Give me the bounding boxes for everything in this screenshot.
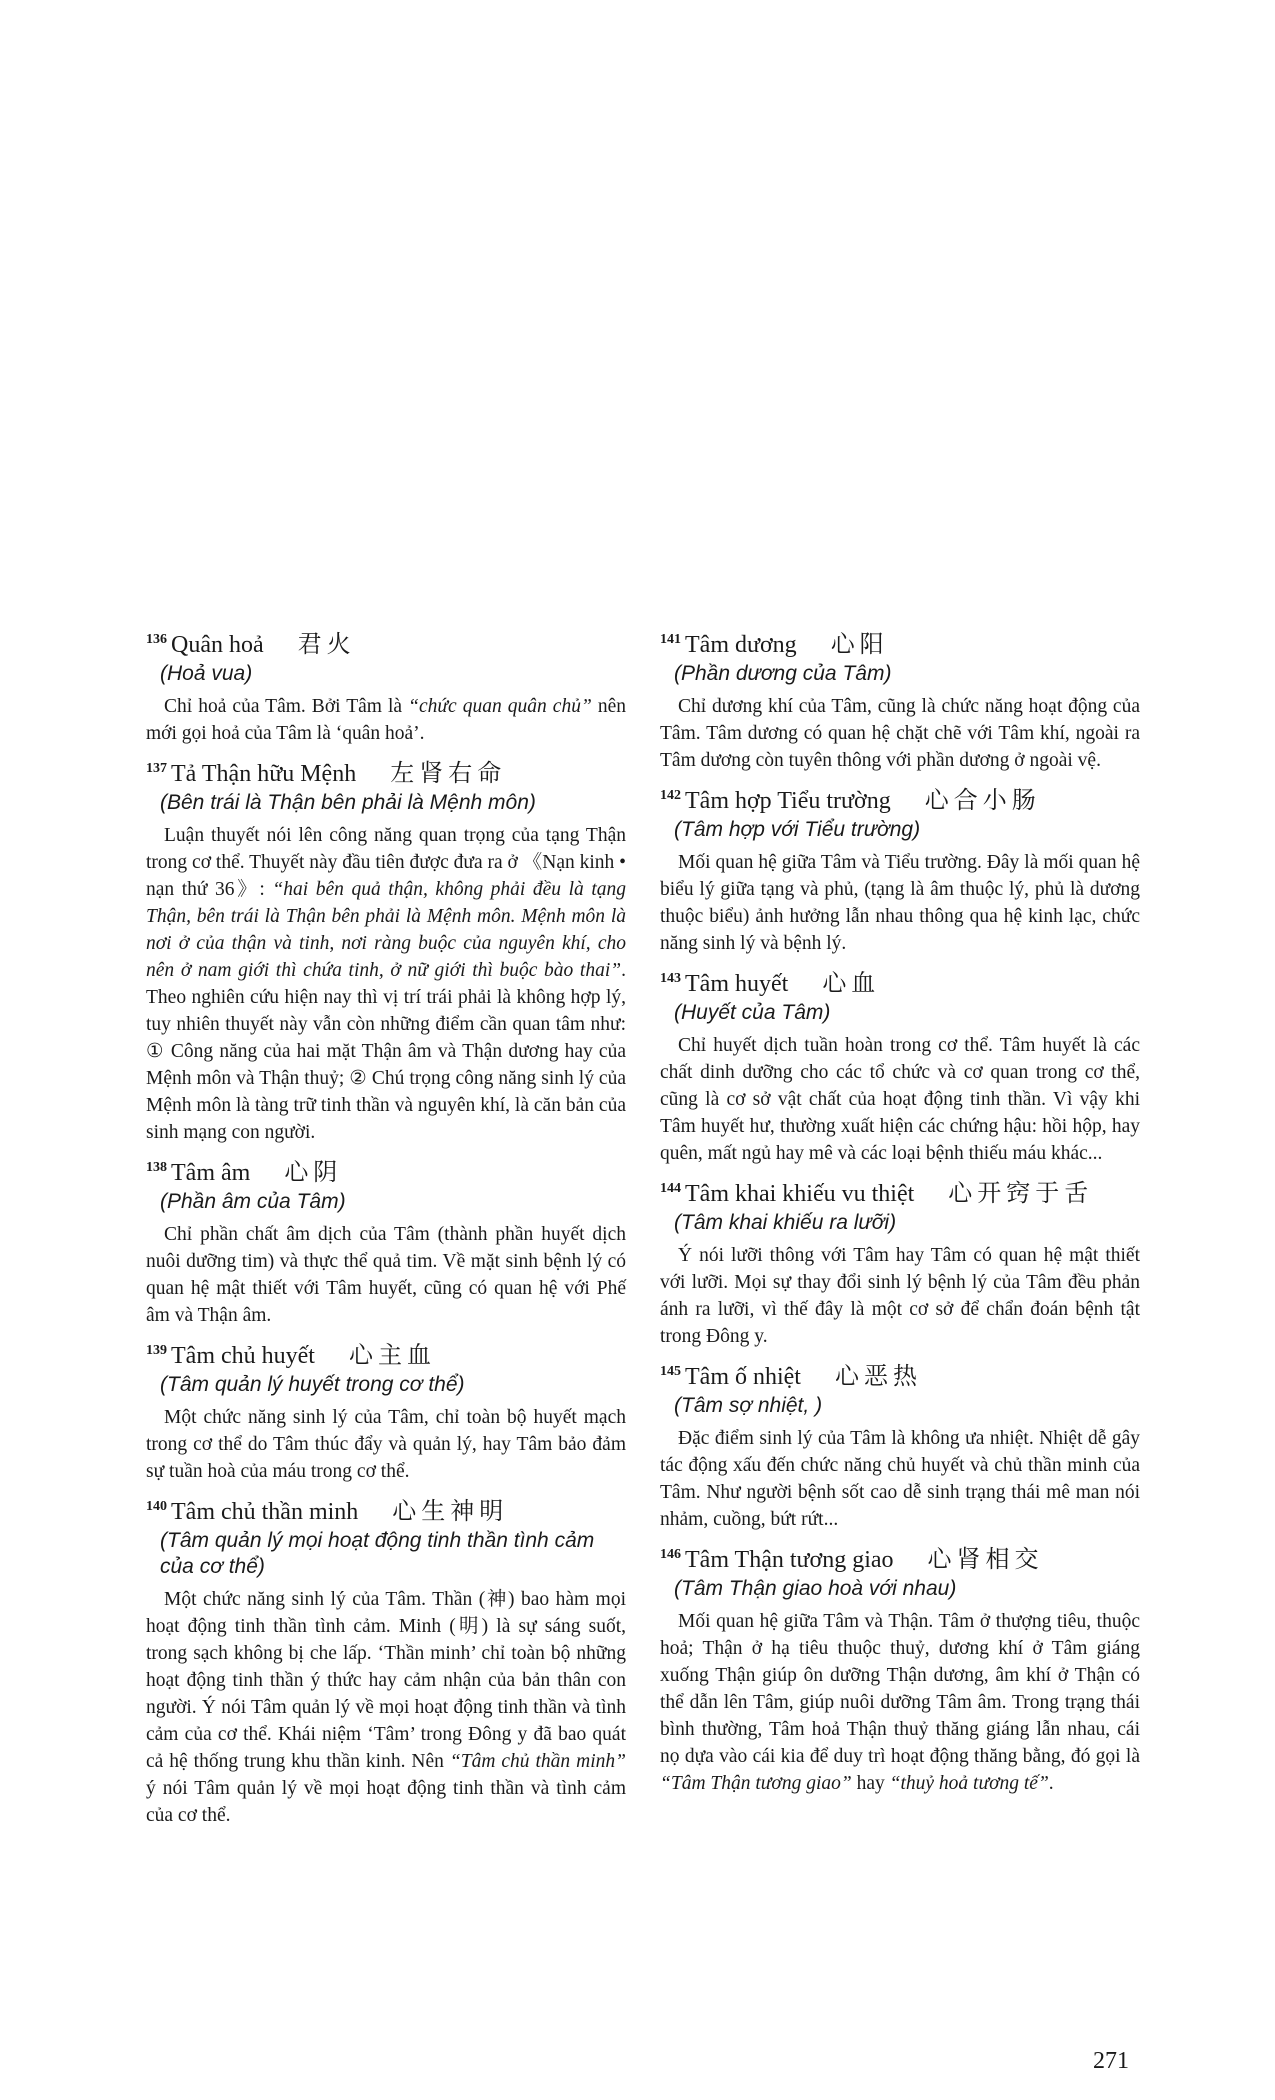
italic-quote: “Tâm chủ thần minh” <box>449 1751 626 1772</box>
entry-subtitle: (Huyết của Tâm) <box>674 1001 831 1024</box>
body-text: Mối quan hệ giữa Tâm và Thận. Tâm ở thượng tiêu, thuộc hoả; Thận ở hạ tiêu thuộc thuỷ, dương khí ở Tâm giáng xuống Thận giúp ôn dưỡng Thận dương, âm khí ở Thận có thể dẫn lên Tâm, giúp nuôi dưỡng Tâm âm. Trong trạng thái bình thường, Tâm hoả Thận thuỷ thăng giáng lẫn nhau, cái nọ dựa vào cái kia để duy trì hoạt động thăng bằng, đó gọi là <box>660 1611 1140 1767</box>
entry-body <box>660 849 1140 957</box>
body-text: Một chức năng sinh lý của Tâm, chỉ toàn bộ huyết mạch trong cơ thể do Tâm thúc đẩy và quản lý, hay Tâm bảo đảm sự tuần hoà của máu trong cơ thể. <box>146 1407 626 1482</box>
italic-quote: “thuỷ hoả tương tế” <box>889 1773 1049 1794</box>
entry-hanzi: 心肾相交 <box>927 1547 1044 1573</box>
entry-number: 136 <box>146 632 167 647</box>
entry-body <box>146 693 626 747</box>
body-text: Ý nói lưỡi thông với Tâm hay Tâm có quan hệ mật thiết với lưỡi. Mọi sự thay đổi sinh lý bệnh lý của Tâm đều phản ánh ra lưỡi, vì thế đây là một cơ sở để chẩn đoán bệnh tật trong Đông y. <box>660 1245 1140 1347</box>
entry-hanzi: 心生神明 <box>392 1499 509 1525</box>
entry-body <box>660 1032 1140 1167</box>
body-text: . Theo nghiên cứu hiện nay thì vị trí trái phải là không hợp lý, tuy nhiên thuyết này vẫn còn những điểm cần quan tâm như: ① Công năng của hai mặt Thận âm và Thận dương hay của Mệnh môn và Thận thuỷ; ② Chú trọng công năng sinh lý của Mệnh môn là tàng trữ tinh thần và nguyên khí, là căn bản của sinh mạng con người. <box>146 960 626 1143</box>
body-text: Mối quan hệ giữa Tâm và Tiểu trường. Đây là mối quan hệ biểu lý giữa tạng và phủ, (tạng là âm thuộc lý, phủ là dương thuộc biểu) ảnh hưởng lẫn nhau thông qua hệ kinh lạc, chức năng sinh lý và bệnh lý. <box>660 852 1140 954</box>
entry-hanzi: 心血 <box>822 971 881 997</box>
entry-body <box>660 1608 1140 1797</box>
entry-heading <box>146 753 626 790</box>
glossary-entry <box>146 1335 626 1485</box>
body-text: ý nói Tâm quản lý về mọi hoạt động tinh thần và tình cảm của cơ thể. <box>146 1778 626 1826</box>
entry-heading <box>660 780 1140 817</box>
body-text: Chỉ hoả của Tâm. Bởi Tâm là <box>164 696 409 717</box>
entry-subtitle: (Tâm khai khiếu ra lưỡi) <box>674 1211 897 1234</box>
right-column <box>660 624 1140 1803</box>
entry-number: 137 <box>146 761 167 776</box>
entry-term: Tâm âm <box>171 1160 251 1186</box>
italic-quote: “chức quan quân chủ” <box>408 696 592 717</box>
entry-number: 142 <box>660 788 681 803</box>
entry-term: Quân hoả <box>171 632 264 658</box>
entry-hanzi: 心阳 <box>830 632 889 658</box>
entry-heading <box>146 624 626 661</box>
body-text: Một chức năng sinh lý của Tâm. Thần (神) bao hàm mọi hoạt động tinh thần tình cảm. Minh (明) là sự sáng suốt, trong sạch không bị che lấp. ‘Thần minh’ chỉ toàn bộ những hoạt động tinh thần ý thức hay cảm nhận của bản thân con người. Ý nói Tâm quản lý về mọi hoạt động tinh thần và tình cảm của cơ thể. Khái niệm ‘Tâm’ trong Đông y đã bao quát cả hệ thống trung khu thần kinh. Nên <box>146 1589 626 1772</box>
body-text: nên mới gọi hoả của Tâm là ‘quân hoả’. <box>146 696 626 744</box>
italic-quote: “Tâm Thận tương giao” <box>660 1773 852 1794</box>
entry-hanzi: 心阴 <box>284 1160 343 1186</box>
entry-body <box>146 1404 626 1485</box>
italic-quote: “hai bên quả thận, không phải đều là tạng Thận, bên trái là Thận bên phải là Mệnh môn. Mệnh môn là nơi ở của thận và tinh, nơi ràng buộc của nguyên khí, cho nên ở nam giới thì chứa tinh, ở nữ giới thì buộc bào thai” <box>146 879 627 981</box>
entry-number: 138 <box>146 1160 167 1175</box>
glossary-entry <box>660 780 1140 957</box>
entry-term: Tâm chủ huyết <box>171 1343 315 1369</box>
entry-term: Tâm dương <box>685 632 797 658</box>
entry-number: 139 <box>146 1343 167 1358</box>
glossary-entry <box>660 963 1140 1167</box>
entry-subtitle: (Tâm sợ nhiệt, ) <box>674 1394 823 1417</box>
entry-heading <box>660 1539 1140 1576</box>
body-text: Chỉ dương khí của Tâm, cũng là chức năng hoạt động của Tâm. Tâm dương có quan hệ chặt chẽ với Tâm khí, ngoài ra Tâm dương còn tuyên thông với phần dương ở ngoài vệ. <box>660 696 1140 771</box>
glossary-entry <box>660 1356 1140 1533</box>
entry-number: 140 <box>146 1499 167 1514</box>
glossary-entry <box>146 753 626 1146</box>
entry-body <box>660 1425 1140 1533</box>
entry-hanzi: 心恶热 <box>834 1364 922 1390</box>
entry-hanzi: 心合小肠 <box>924 788 1041 814</box>
entry-subtitle: (Tâm quản lý mọi hoạt động tinh thần tình cảm của cơ thể) <box>160 1529 595 1578</box>
glossary-entry <box>660 624 1140 774</box>
entry-heading <box>660 1173 1140 1210</box>
entry-term: Tả Thận hữu Mệnh <box>171 761 357 787</box>
entry-body <box>146 822 626 1146</box>
body-text: Luận thuyết nói lên công năng quan trọng của tạng Thận trong cơ thể. Thuyết này đầu tiên được đưa ra ở 《Nạn kinh • nạn thứ 36》: <box>146 825 626 900</box>
entry-term: Tâm huyết <box>685 971 789 997</box>
body-text: . <box>1048 1773 1054 1794</box>
body-text: Đặc điểm sinh lý của Tâm là không ưa nhiệt. Nhiệt dễ gây tác động xấu đến chức năng chủ huyết và chủ thần minh của Tâm. Như người bệnh sốt cao dễ sinh trạng thái mê man nói nhảm, cuồng, bứt rứt... <box>660 1428 1140 1530</box>
entry-term: Tâm khai khiếu vu thiệt <box>685 1181 915 1207</box>
entry-subtitle: (Bên trái là Thận bên phải là Mệnh môn) <box>160 791 536 814</box>
entry-body <box>146 1221 626 1329</box>
entry-heading <box>146 1335 626 1372</box>
entry-heading <box>660 963 1140 1000</box>
body-text: hay <box>851 1773 890 1794</box>
entry-heading <box>660 1356 1140 1393</box>
entry-number: 146 <box>660 1547 681 1562</box>
entry-term: Tâm ố nhiệt <box>685 1364 801 1390</box>
entry-hanzi: 左肾右命 <box>390 761 507 787</box>
entry-body <box>660 1242 1140 1350</box>
entry-subtitle: (Hoả vua) <box>160 662 253 685</box>
glossary-entry <box>660 1539 1140 1797</box>
entry-subtitle: (Tâm hợp với Tiểu trường) <box>674 818 921 841</box>
entry-term: Tâm Thận tương giao <box>685 1547 894 1573</box>
glossary-entry <box>146 624 626 747</box>
glossary-entry <box>660 1173 1140 1350</box>
entry-hanzi: 君火 <box>297 632 356 658</box>
entry-number: 144 <box>660 1181 681 1196</box>
entry-subtitle: (Tâm Thận giao hoà với nhau) <box>674 1577 957 1600</box>
entry-subtitle: (Phần âm của Tâm) <box>160 1190 346 1213</box>
glossary-entry <box>146 1152 626 1329</box>
page-number: 271 <box>1093 2048 1129 2074</box>
entry-hanzi: 心主血 <box>348 1343 436 1369</box>
left-column <box>146 624 626 1835</box>
entry-number: 141 <box>660 632 681 647</box>
entry-term: Tâm hợp Tiểu trường <box>685 788 891 814</box>
entry-number: 143 <box>660 971 681 986</box>
entry-body <box>660 693 1140 774</box>
body-text: Chỉ huyết dịch tuần hoàn trong cơ thể. Tâm huyết là các chất dinh dưỡng cho các tổ chức và cơ quan trong cơ thể, cũng là cơ sở vật chất của hoạt động tinh thần. Vì vậy khi Tâm huyết hư, thường xuất hiện các chứng hậu: hồi hộp, hay quên, mất ngủ hay mê và các loại bệnh thiếu máu khác... <box>660 1035 1140 1164</box>
entry-heading <box>146 1491 626 1528</box>
entry-number: 145 <box>660 1364 681 1379</box>
entry-body <box>146 1586 626 1829</box>
body-text: Chỉ phần chất âm dịch của Tâm (thành phần huyết dịch nuôi dưỡng tim) và thực thể quả tim. Về mặt sinh bệnh lý có quan hệ mật thiết với Tâm huyết, cũng có quan hệ với Phế âm và Thận âm. <box>146 1224 626 1326</box>
entry-heading <box>660 624 1140 661</box>
glossary-entry <box>146 1491 626 1829</box>
entry-subtitle: (Phần dương của Tâm) <box>674 662 892 685</box>
entry-hanzi: 心开窍于舌 <box>948 1181 1094 1207</box>
entry-heading <box>146 1152 626 1189</box>
entry-term: Tâm chủ thần minh <box>171 1499 359 1525</box>
entry-subtitle: (Tâm quản lý huyết trong cơ thể) <box>160 1373 465 1396</box>
